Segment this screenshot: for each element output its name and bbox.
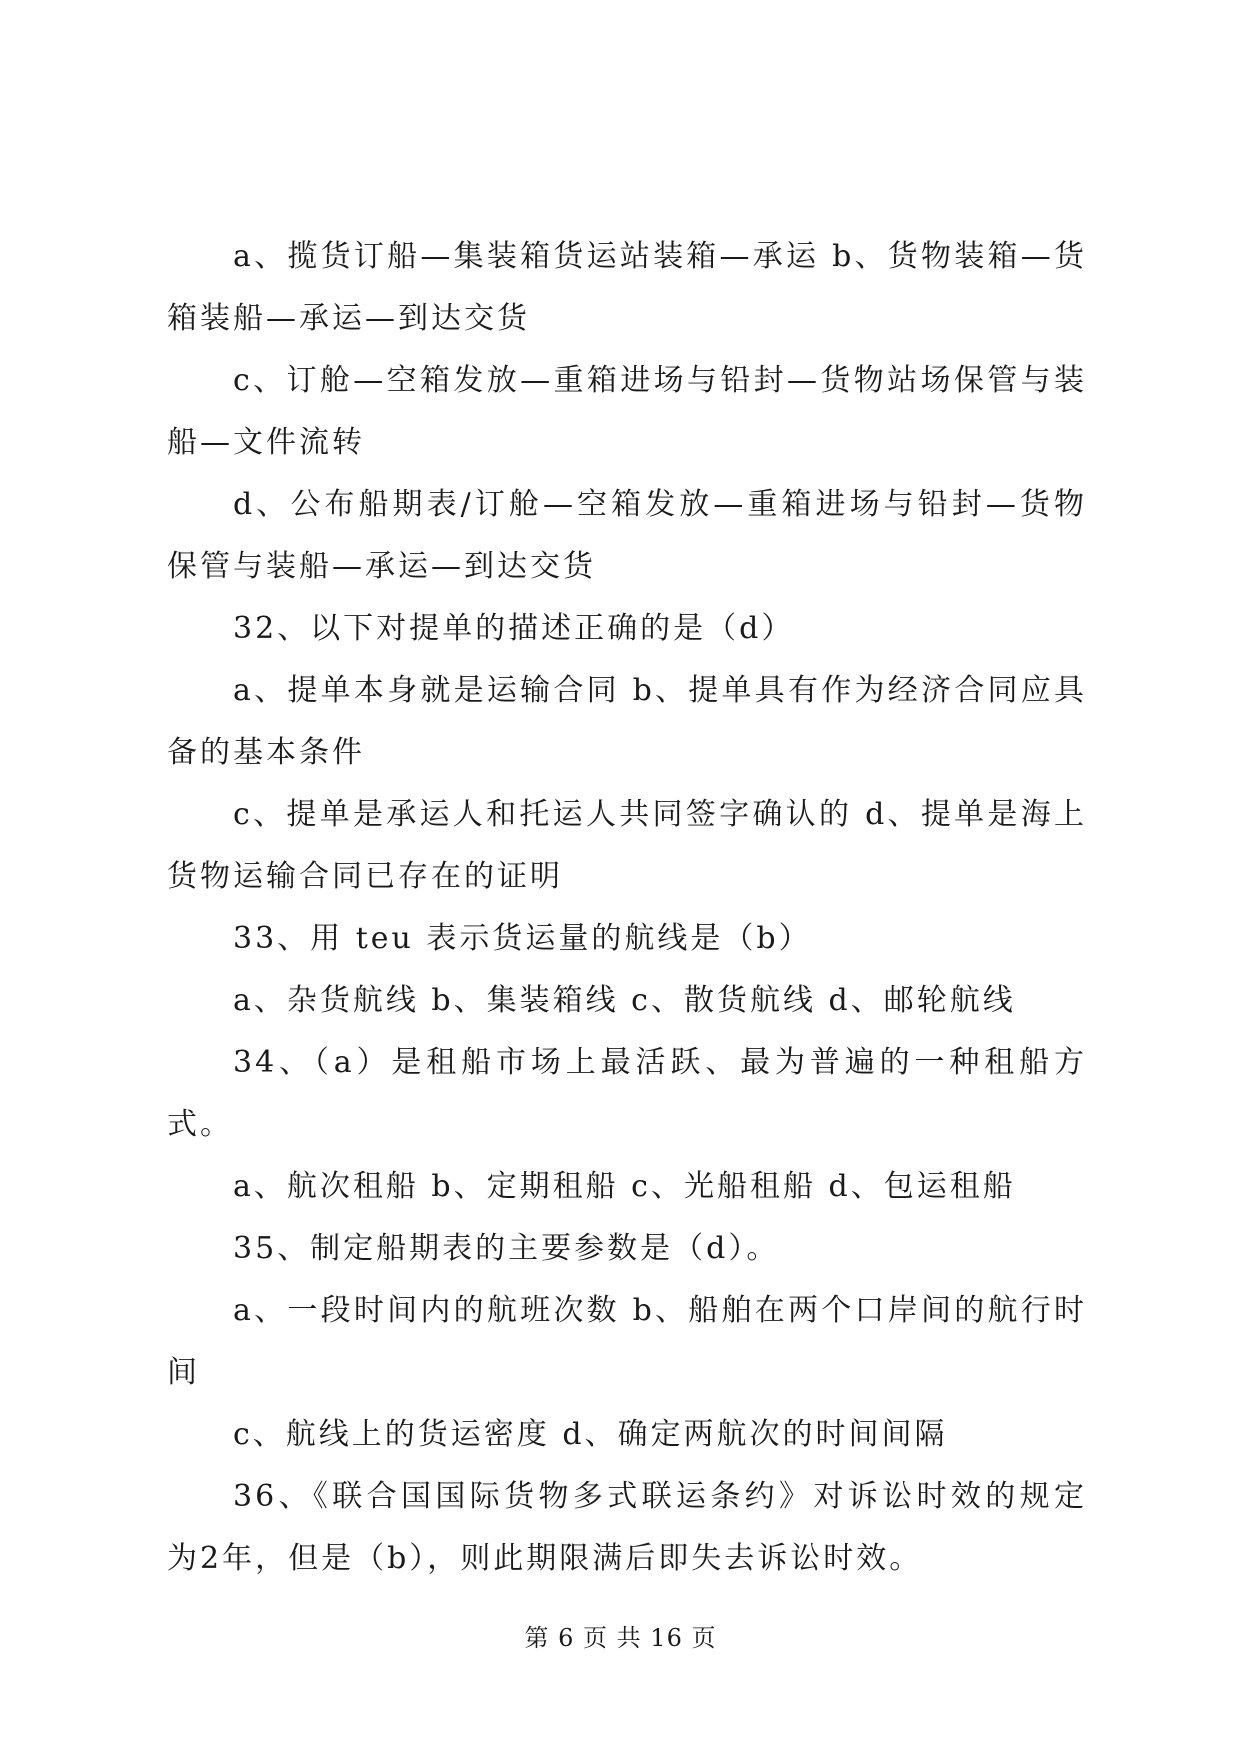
question-35: 35、制定船期表的主要参数是（d）。 <box>233 1231 780 1266</box>
document-body <box>167 226 1087 1590</box>
answer-options-32-cd: c、提单是承运人和托运人共同签字确认的 d、提单是海上货物运输合同已存在的证明 <box>167 797 1087 894</box>
answer-options-34: a、航次租船 b、定期租船 c、光船租船 d、包运租船 <box>233 1169 1016 1204</box>
answer-options-32-ab: a、提单本身就是运输合同 b、提单具有作为经济合同应具备的基本条件 <box>167 673 1087 770</box>
answer-options-35-cd: c、航线上的货运密度 d、确定两航次的时间间隔 <box>233 1417 948 1452</box>
answer-options-31-ab: a、揽货订船—集装箱货运站装箱—承运 b、货物装箱—货箱装船—承运—到达交货 <box>167 239 1087 336</box>
answer-options-33: a、杂货航线 b、集装箱线 c、散货航线 d、邮轮航线 <box>233 983 1016 1018</box>
question-36: 36、《联合国国际货物多式联运条约》对诉讼时效的规定为2年，但是（b），则此期限满后即失去诉讼时效。 <box>167 1479 1087 1576</box>
question-33: 33、用 teu 表示货运量的航线是（b） <box>233 921 812 956</box>
answer-option-31-d: d、公布船期表/订舱—空箱发放—重箱进场与铅封—货物保管与装船—承运—到达交货 <box>167 487 1087 584</box>
answer-options-35-ab: a、一段时间内的航班次数 b、船舶在两个口岸间的航行时间 <box>167 1293 1087 1390</box>
question-32: 32、以下对提单的描述正确的是（d） <box>233 611 795 646</box>
page-number-footer: 第 6 页 共 16 页 <box>524 1624 717 1652</box>
question-34: 34、（a）是租船市场上最活跃、最为普遍的一种租船方式。 <box>167 1045 1087 1142</box>
answer-option-31-c: c、订舱—空箱发放—重箱进场与铅封—货物站场保管与装船—文件流转 <box>167 363 1087 460</box>
